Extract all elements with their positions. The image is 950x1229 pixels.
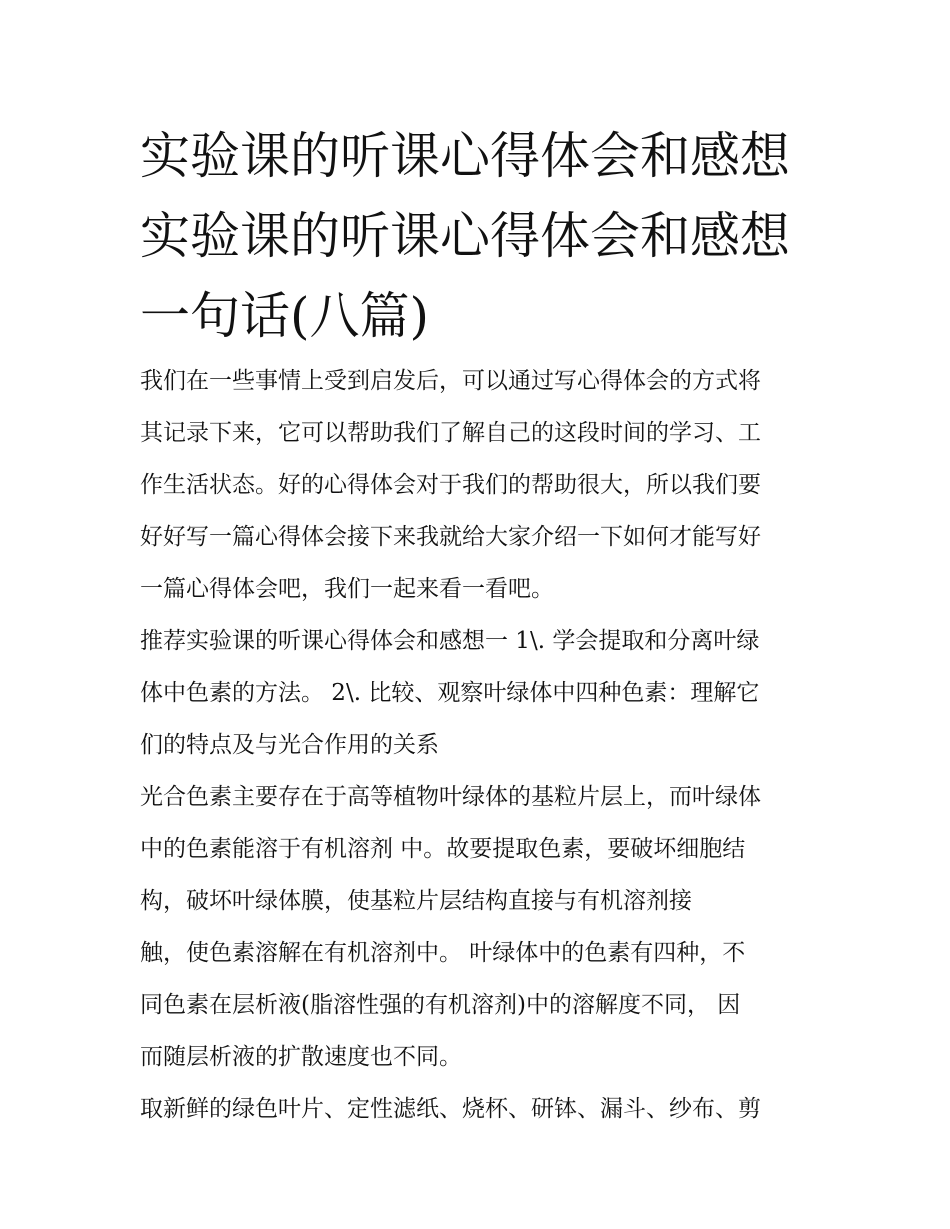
- paragraph-materials: [140, 1083, 830, 1135]
- text-line: 我们在一些事情上受到启发后，可以通过写心得体会的方式将: [140, 368, 761, 394]
- text-line: 们的特点及与光合作用的关系: [140, 732, 439, 758]
- paragraph-principle: [140, 771, 830, 1083]
- text-line: 好好写一篇心得体会接下来我就给大家介绍一下如何才能写好: [140, 524, 761, 550]
- text-line: 同色素在层析液(脂溶性强的有机溶剂)中的溶解度不同， 因: [140, 992, 741, 1018]
- text-line: 取新鲜的绿色叶片、定性滤纸、烧杯、研钵、漏斗、纱布、剪: [140, 1096, 761, 1122]
- title-line: 实验课的听课心得体会和感想: [140, 207, 790, 265]
- text-line: 构，破坏叶绿体膜，使基粒片层结构直接与有机溶剂接: [140, 888, 692, 914]
- text-line: 中的色素能溶于有机溶剂 中。故要提取色素，要破坏细胞结: [140, 836, 746, 862]
- paragraph-intro: [140, 355, 830, 615]
- text-line: 而随层析液的扩散速度也不同。: [140, 1044, 462, 1070]
- title-line: 一句话(八篇): [140, 287, 430, 345]
- document-title: [140, 116, 840, 356]
- text-line: 其记录下来，它可以帮助我们了解自己的这段时间的学习、工: [140, 420, 761, 446]
- text-line: 一篇心得体会吧，我们一起来看一看吧。: [140, 576, 554, 602]
- text-line: 作生活状态。好的心得体会对于我们的帮助很大，所以我们要: [140, 472, 761, 498]
- text-line: 体中色素的方法。 2\. 比较、观察叶绿体中四种色素：理解它: [140, 680, 760, 706]
- document-body: [140, 355, 830, 1135]
- text-line: 光合色素主要存在于高等植物叶绿体的基粒片层上，而叶绿体: [140, 784, 761, 810]
- text-line: 推荐实验课的听课心得体会和感想一 1\. 学会提取和分离叶绿: [140, 628, 760, 654]
- text-line: 触，使色素溶解在有机溶剂中。 叶绿体中的色素有四种，不: [140, 940, 746, 966]
- title-line: 实验课的听课心得体会和感想: [140, 127, 790, 185]
- paragraph-objectives: [140, 615, 830, 771]
